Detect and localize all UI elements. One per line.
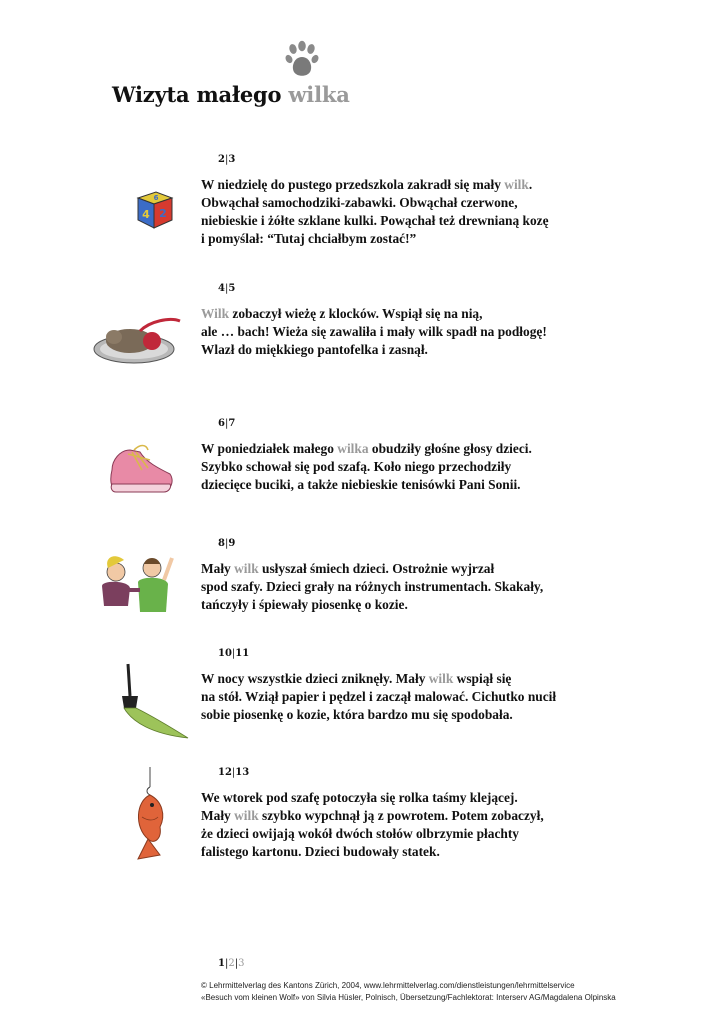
page-number-right: 3: [228, 154, 236, 165]
page-number-left: 6: [218, 418, 225, 429]
story-line: Wilk zobaczył wieżę z klocków. Wspiął się na nią,: [201, 306, 483, 321]
page-numbers: 4|5: [218, 283, 236, 294]
page-number-left: 2: [218, 154, 225, 165]
page-title: [112, 82, 350, 107]
page-numbers: 12|13: [218, 767, 250, 778]
story-paragraph: [201, 789, 561, 861]
story-line: Mały wilk szybko wypchnął ją z powrotem. Potem zobaczył,: [201, 808, 544, 823]
svg-text:6: 6: [153, 194, 159, 202]
svg-text:2: 2: [159, 207, 167, 220]
story-line: W poniedziałek małego wilka obudziły głośne głosy dzieci.: [201, 441, 532, 456]
story-line: na stół. Wziął papier i pędzel i zaczął malować. Cichutko nucił: [201, 689, 557, 704]
page-numbers: 8|9: [218, 538, 236, 549]
wolf-word: wilka: [337, 441, 369, 456]
story-paragraph: [201, 560, 561, 614]
story-line: spod szafy. Dzieci grały na różnych instrumentach. Skakały,: [201, 579, 544, 594]
page-number-right: 13: [235, 767, 250, 778]
title-accent: wilka: [288, 82, 350, 107]
story-line: W nocy wszystkie dzieci zniknęły. Mały wilk wspiął się: [201, 671, 512, 686]
story-paragraph: [201, 440, 561, 494]
story-line: We wtorek pod szafę potoczyła się rolka taśmy klejącej.: [201, 790, 518, 805]
page-numbers: 2|3: [218, 154, 236, 165]
story-line: że dzieci owijają wokół dwóch stołów olbrzymie płachty: [201, 826, 519, 841]
story-paragraph: [201, 176, 561, 248]
page-number-left: 8: [218, 538, 225, 549]
story-line: Obwąchał samochodziki-zabawki. Obwąchał czerwone,: [201, 195, 518, 210]
paintbrush-icon: [112, 662, 192, 746]
story-line: falistego kartonu. Dzieci budowały statek.: [201, 844, 440, 859]
story-line: Szybko schował się pod szafą. Koło niego przechodziły: [201, 459, 512, 474]
page-link-2: 2: [228, 958, 235, 969]
story-paragraph: [201, 670, 561, 724]
story-line: Mały wilk usłyszał śmiech dzieci. Ostrożnie wyjrzał: [201, 561, 495, 576]
page-numbers: 10|11: [218, 648, 250, 659]
footer-page-indicator: 1|2|3: [218, 958, 245, 969]
story-line: i pomyślał: “Tutaj chciałbym zostać!”: [201, 231, 417, 246]
page-numbers: 6|7: [218, 418, 236, 429]
page-number-left: 12: [218, 767, 232, 778]
toy-block-icon: [134, 186, 176, 232]
page-number-right: 9: [228, 538, 236, 549]
story-line: Wlazł do miękkiego pantofelka i zasnął.: [201, 342, 428, 357]
wolf-word: wilk: [504, 177, 529, 192]
wolf-word: wilk: [234, 808, 259, 823]
wolf-word: wilk: [234, 561, 259, 576]
story-line: W niedzielę do pustego przedszkola zakradł się mały wilk.: [201, 177, 533, 192]
hanging-fish-icon: [126, 767, 178, 869]
title-prefix: Wizyta małego: [112, 82, 282, 107]
story-line: tańczyły i śpiewały piosenkę o kozie.: [201, 597, 408, 612]
credits-line: «Besuch vom kleinen Wolf» von Silvia Hüsler, Polnisch, Übersetzung/Fachlektorat: Interserv AG/Magdalena Olpinska: [201, 993, 616, 1002]
page-current: 1: [218, 958, 225, 969]
paw-print-icon: [284, 40, 320, 80]
page-link-3: 3: [238, 958, 245, 969]
sleeping-wolf-slipper-icon: [90, 307, 186, 367]
story-line: sobie piosenkę o kozie, która bardzo mu się spodobała.: [201, 707, 513, 722]
story-paragraph: [201, 305, 561, 359]
story-line: niebieskie i żółte szklane kulki. Powąchał też drewnianą kozę: [201, 213, 549, 228]
story-line: dziecięce buciki, a także niebieskie tenisówki Pani Sonii.: [201, 477, 521, 492]
svg-text:4: 4: [142, 208, 150, 221]
page-number-left: 10: [218, 648, 232, 659]
copyright-line: © Lehrmittelverlag des Kantons Zürich, 2004, www.lehrmittelverlag.com/dienstleistungen/lehrmittelservice: [201, 981, 575, 990]
pink-sneaker-icon: [106, 440, 176, 498]
wolf-word: wilk: [428, 671, 454, 686]
page-number-right: 7: [228, 418, 236, 429]
copyright-notice: [201, 980, 616, 1004]
wolf-word: Wilk: [201, 306, 230, 321]
playing-children-icon: [94, 546, 178, 618]
page-number-left: 4: [218, 283, 225, 294]
page-number-right: 11: [235, 648, 250, 659]
story-line: ale … bach! Wieża się zawaliła i mały wilk spadł na podłogę!: [201, 324, 547, 339]
page-number-right: 5: [228, 283, 236, 294]
